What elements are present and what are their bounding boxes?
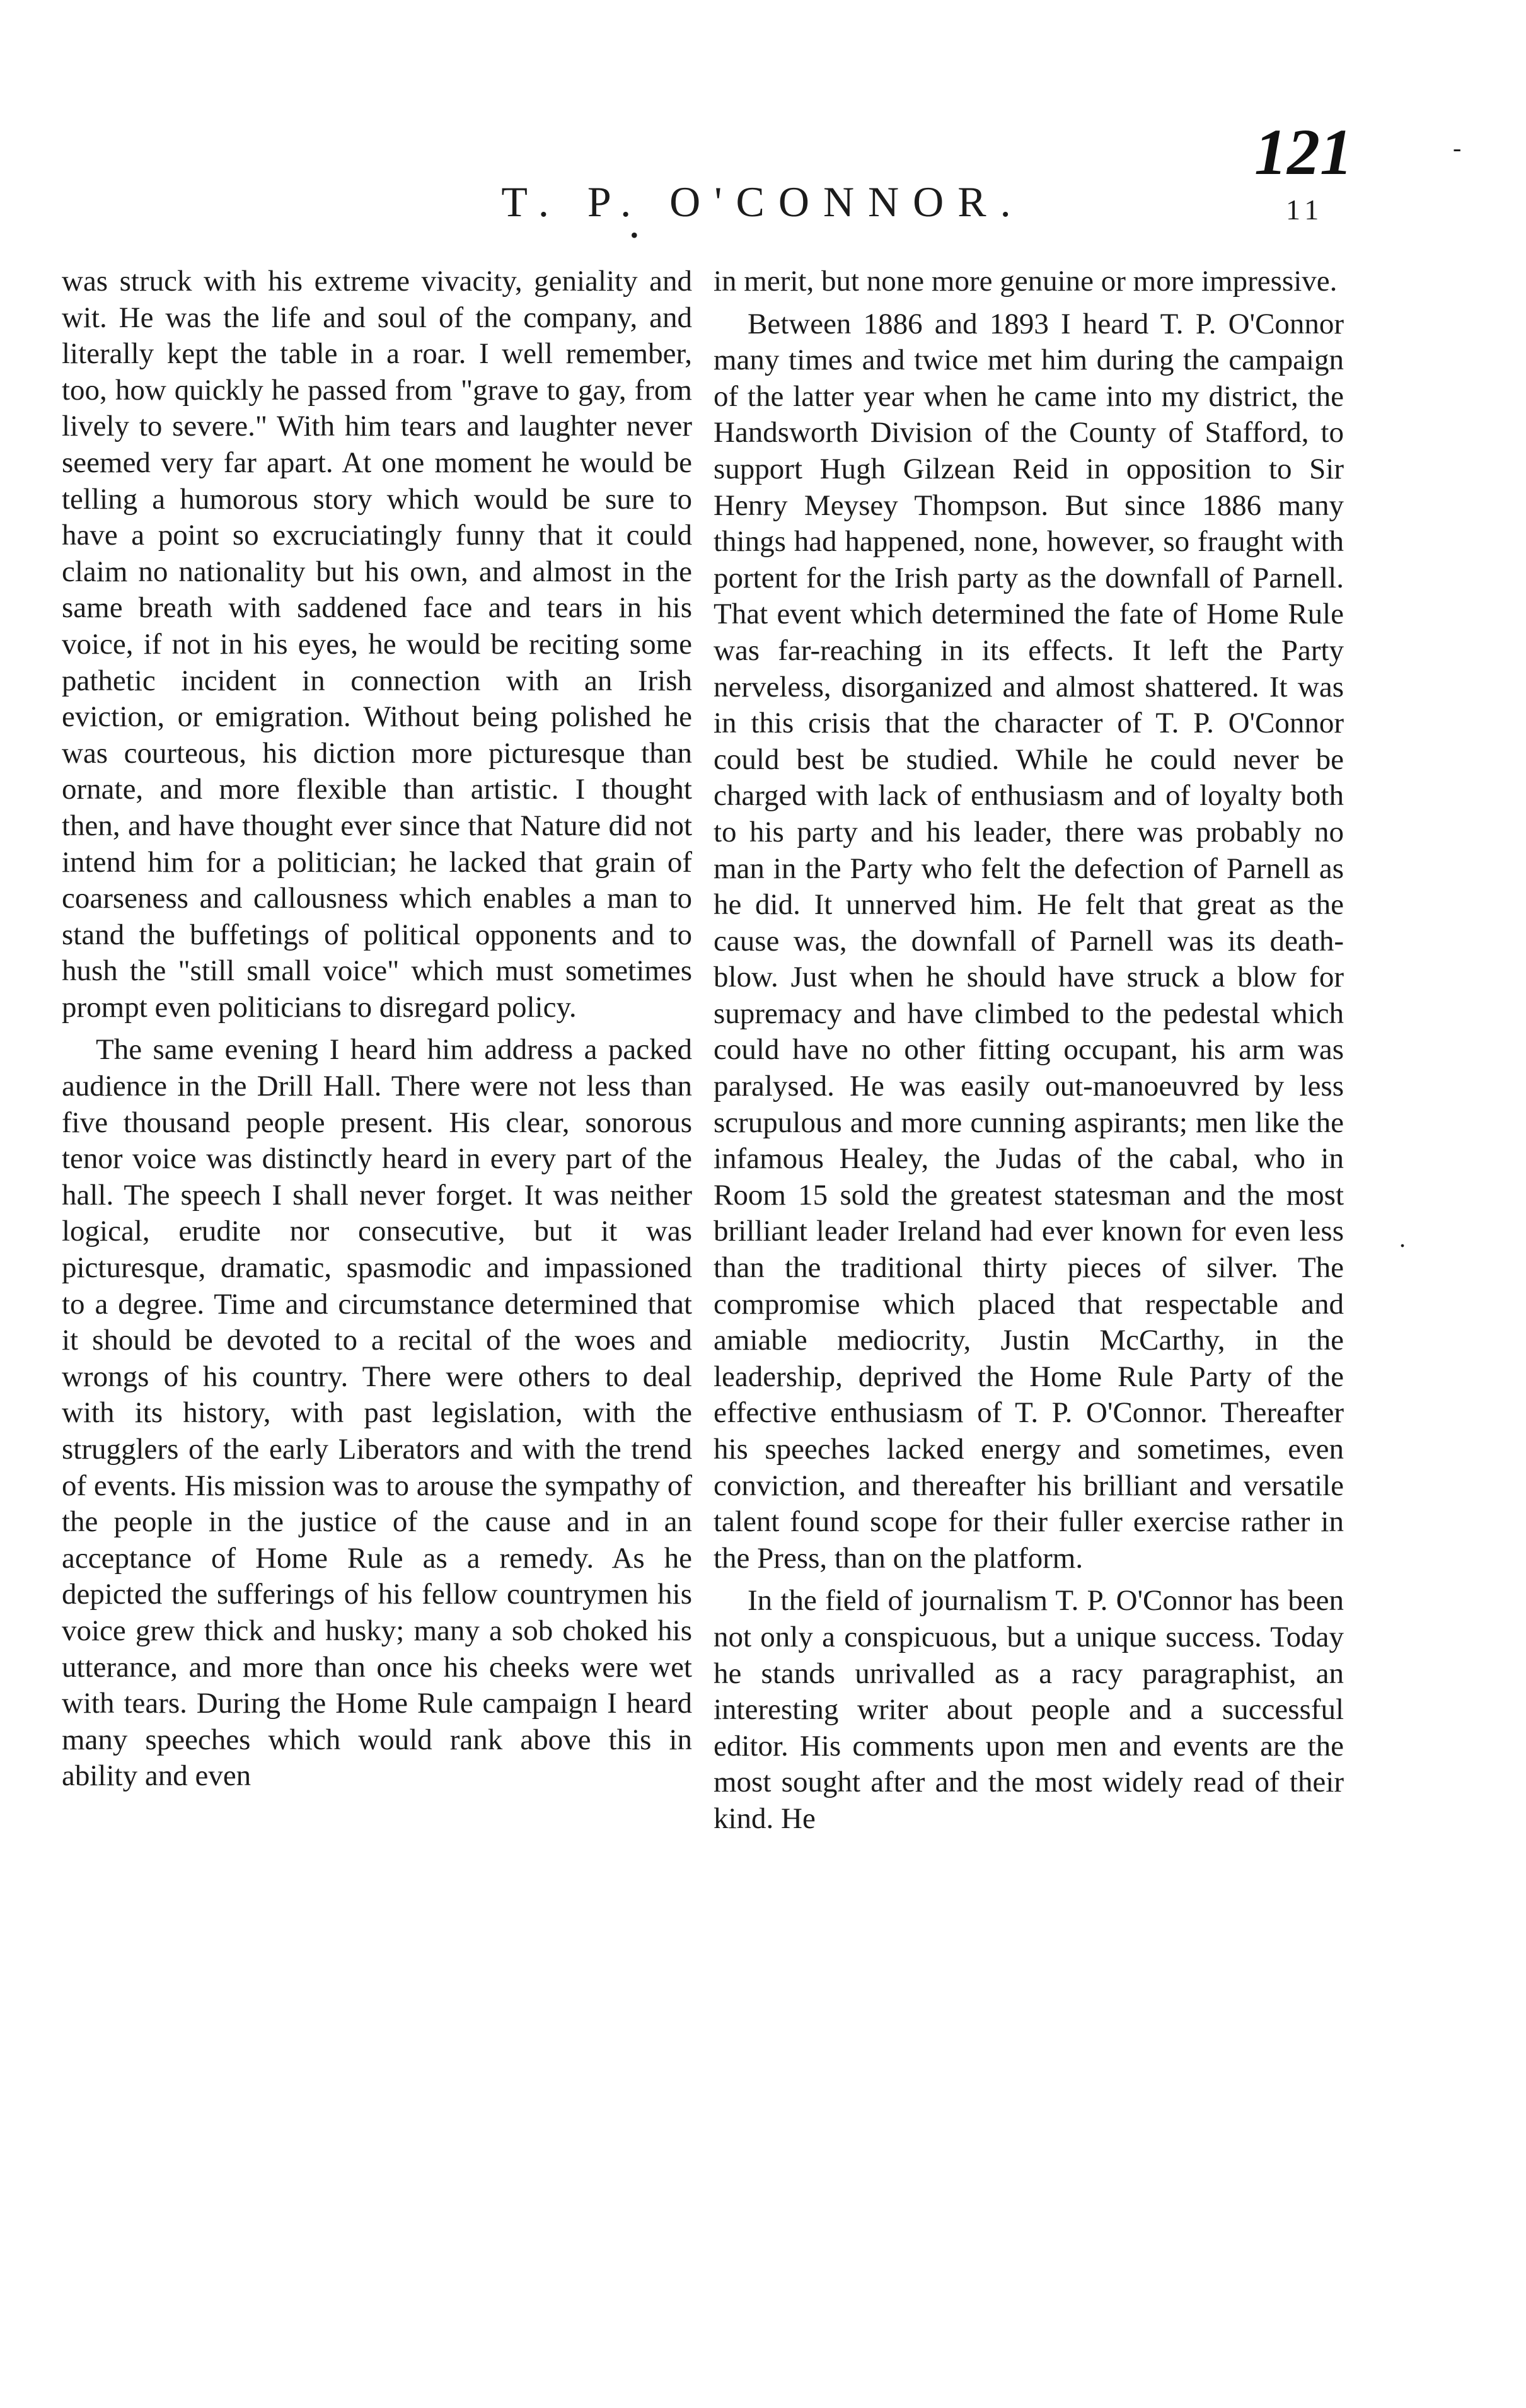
- stray-mark-top-right: -: [1453, 134, 1462, 162]
- paragraph: The same evening I heard him address a packed audience in the Drill Hall. There were not less than five thousand people present. His clear, sonorous tenor voice was distinctly heard in every part of the hall. The speech I shall never forget. It was neither logical, erudite nor consecutive, but it was picturesque, dramatic, spasmodic and impassioned to a degree. Time and circumstance determined that it should be devoted to a recital of the woes and wrongs of his country. There were others to deal with its history, with past legislation, with the strugglers of the early Liberators and with the trend of events. His mission was to arouse the sympathy of the people in the justice of the cause and in an acceptance of Home Rule as a remedy. As he depicted the sufferings of his fellow countrymen his voice grew thick and husky; many a sob choked his utterance, and more than once his cheeks were wet with tears. During the Home Rule campaign I heard many speeches which would rank above this in ability and even: [62, 1033, 692, 1793]
- paragraph: In the field of journalism T. P. O'Connor has been not only a conspicuous, but a unique success. Today he stands unrivalled as a racy paragraphist, an interesting writer about people and a successful editor. His comments upon men and events are the most sought after and the most widely read of their kind. He: [714, 1584, 1344, 1835]
- paragraph: was struck with his extreme vivacity, geniality and wit. He was the life and soul of the company, and literally kept the table in a roar. I well remember, too, how quickly he passed from "grave to gay, from lively to severe." With him tears and laughter never seemed very far apart. At one moment he would be telling a humorous story which would be sure to have a point so excruciatingly funny that it could claim no nationality but his own, and almost in the same breath with saddened face and tears in his voice, if not in his eyes, he would be reciting some pathetic incident in connection with an Irish eviction, or emigration. Without being polished he was courteous, his diction more picturesque than ornate, and more flexible than artistic. I thought then, and have thought ever since that Nature did not intend him for a politician; he lacked that grain of coarseness and callousness which enables a man to stand the buffetings of political opponents and to hush the "still small voice" which must sometimes prompt even politicians to disregard policy.: [62, 265, 692, 1024]
- paragraph: in merit, but none more genuine or more impressive.: [714, 265, 1338, 298]
- printed-page-number: 11: [1286, 194, 1324, 226]
- paragraph: Between 1886 and 1893 I heard T. P. O'Connor many times and twice met him during the campaign of the latter year when he came into my district, the Handsworth Division of the County of Stafford, to support Hugh Gilzean Reid in opposition to Sir Henry Meysey Thompson. But since 1886 many things had happened, none, however, so fraught with portent for the Irish party as the downfall of Parnell. That event which determined the fate of Home Rule was far-reaching in its effects. It left the Party nerveless, disorganized and almost shattered. It was in this crisis that the character of T. P. O'Connor could best be studied. While he could never be charged with lack of enthusiasm and of loyalty both to his party and his leader, there was probably no man in the Party who felt the defection of Parnell as he did. It unnerved him. He felt that great as the cause was, the downfall of Parnell was its death-blow. Just when he should have struck a blow for supremacy and have climbed to the pedestal which could have no other fitting occupant, his arm was paralysed. He was easily out-manoeuvred by less scrupulous and more cunning aspirants; men like the infamous Healey, the Judas of the cabal, who in Room 15 sold the greatest statesman and the most brilliant leader Ireland had ever known for even less than the traditional thirty pieces of silver. The compromise which placed that respectable and amiable mediocrity, Justin McCarthy, in the leadership, deprived the Home Rule Party of the effective enthusiasm of T. P. O'Connor. Thereafter his speeches lacked energy and sometimes, even conviction, and thereafter his brilliant and versatile talent found scope for their fuller exercise rather in the Press, than on the platform.: [714, 307, 1344, 1575]
- header-ornament-dot: •: [630, 223, 639, 248]
- running-head: T. P. O'CONNOR.: [501, 178, 1025, 226]
- handwritten-folio-number: 121: [1254, 116, 1353, 188]
- stray-mark-margin-right: .: [1399, 1224, 1406, 1253]
- left-column: [62, 263, 692, 1801]
- right-column: [714, 263, 1344, 1844]
